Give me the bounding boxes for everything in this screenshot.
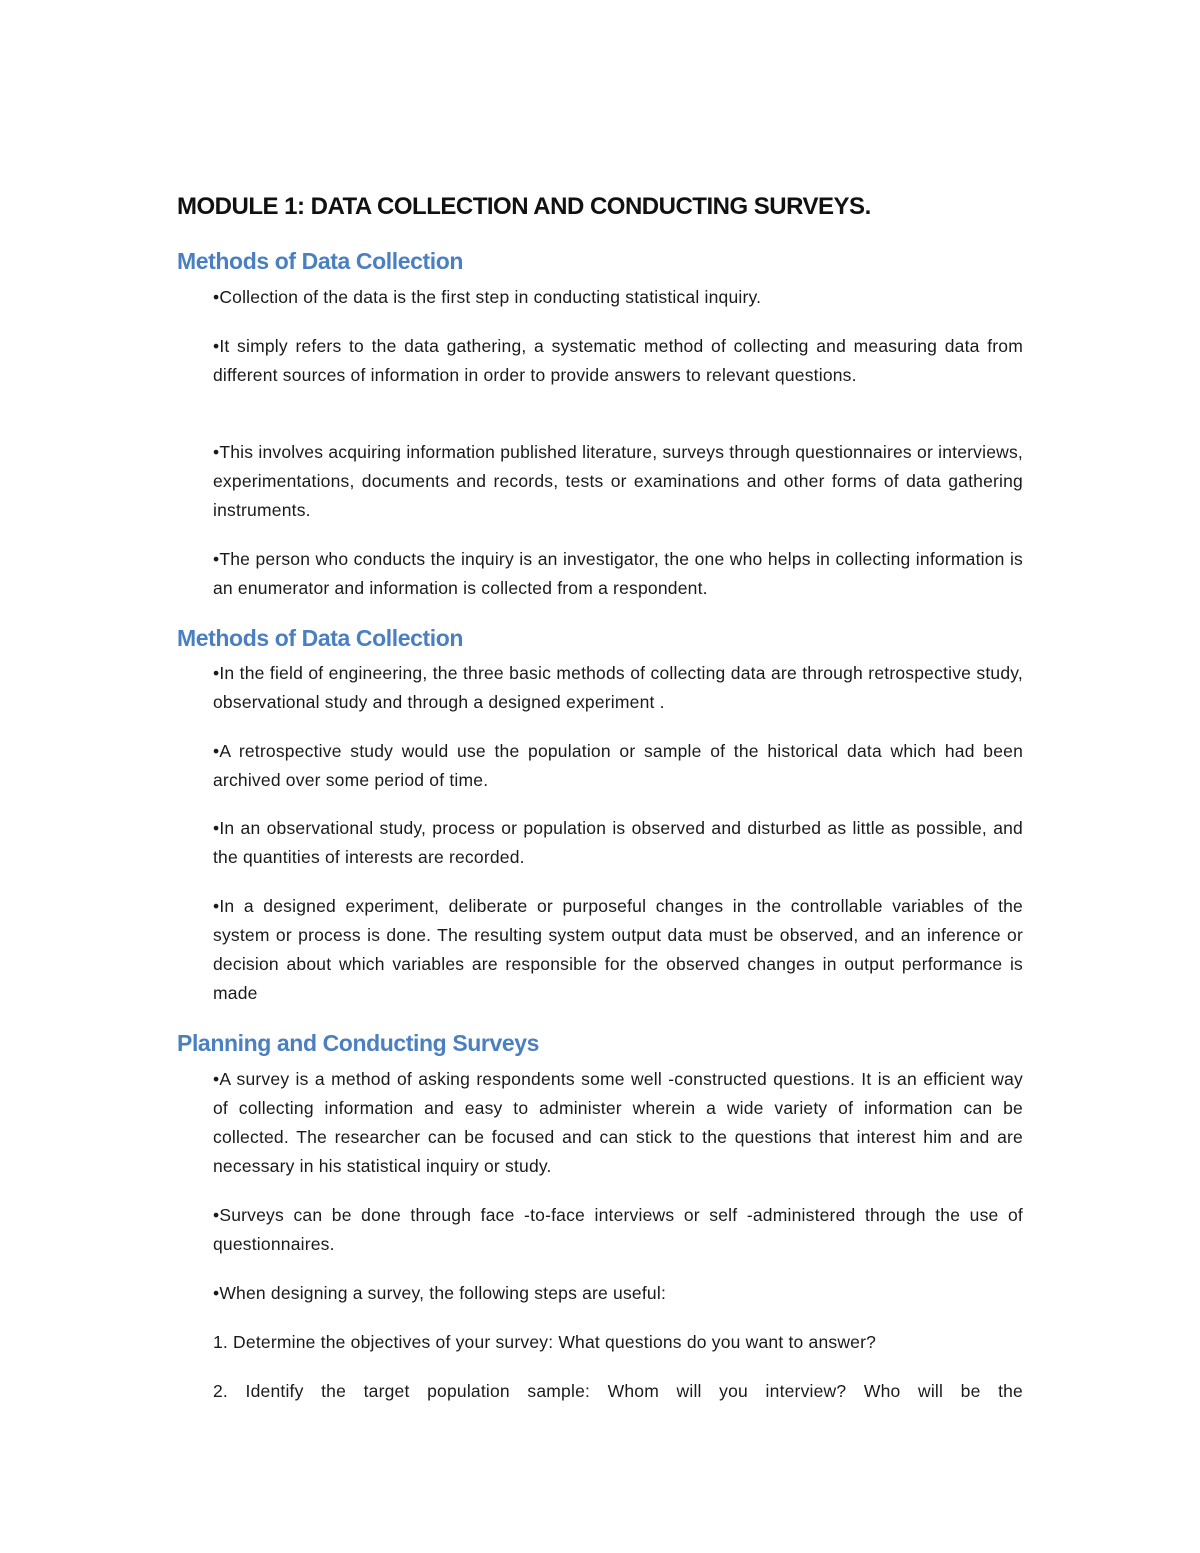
paragraph: •It simply refers to the data gathering, a systematic method of collecting and measuring data from different sources of information in order to provide answers to relevant questions. — [213, 336, 1023, 385]
paragraph: •Collection of the data is the first step in conducting statistical inquiry. — [213, 287, 762, 307]
section-heading-methods-2: Methods of Data Collection — [177, 625, 464, 651]
paragraph: •The person who conducts the inquiry is an investigator, the one who helps in collecting information is an enumerator and information is collected from a respondent. — [213, 549, 1023, 598]
list-item: 1. Determine the objectives of your survey: What questions do you want to answer? — [213, 1332, 877, 1352]
section-heading-methods-1: Methods of Data Collection — [177, 248, 464, 274]
paragraph: •In an observational study, process or population is observed and disturbed as little as possible, and the quantities of interests are recorded. — [213, 818, 1023, 867]
list-item: 2. Identify the target population sample: Whom will you interview? Who will be the — [213, 1381, 1023, 1401]
paragraph: •A survey is a method of asking respondents some well -constructed questions. It is an efficient way of collecting information and easy to administer wherein a wide variety of information can be collected. The researcher can be focused and can stick to the questions that interest him and are necessary in his statistical inquiry or study. — [213, 1069, 1023, 1176]
paragraph: •Surveys can be done through face -to-face interviews or self -administered through the use of questionnaires. — [213, 1205, 1023, 1254]
paragraph: •In the field of engineering, the three basic methods of collecting data are through retrospective study, observational study and through a designed experiment . — [213, 663, 1023, 712]
paragraph: •In a designed experiment, deliberate or purposeful changes in the controllable variables of the system or process is done. The resulting system output data must be observed, and an inference or decision about which variables are responsible for the observed changes in output performance is made — [213, 896, 1023, 1003]
paragraph: •When designing a survey, the following steps are useful: — [213, 1283, 667, 1303]
paragraph: •This involves acquiring information published literature, surveys through questionnaires or interviews, experimentations, documents and records, tests or examinations and other forms of data gathering instruments. — [213, 442, 1023, 520]
paragraph: •A retrospective study would use the population or sample of the historical data which had been archived over some period of time. — [213, 741, 1023, 790]
page-title: MODULE 1: DATA COLLECTION AND CONDUCTING SURVEYS. — [177, 193, 871, 220]
section-heading-planning: Planning and Conducting Surveys — [177, 1030, 540, 1056]
